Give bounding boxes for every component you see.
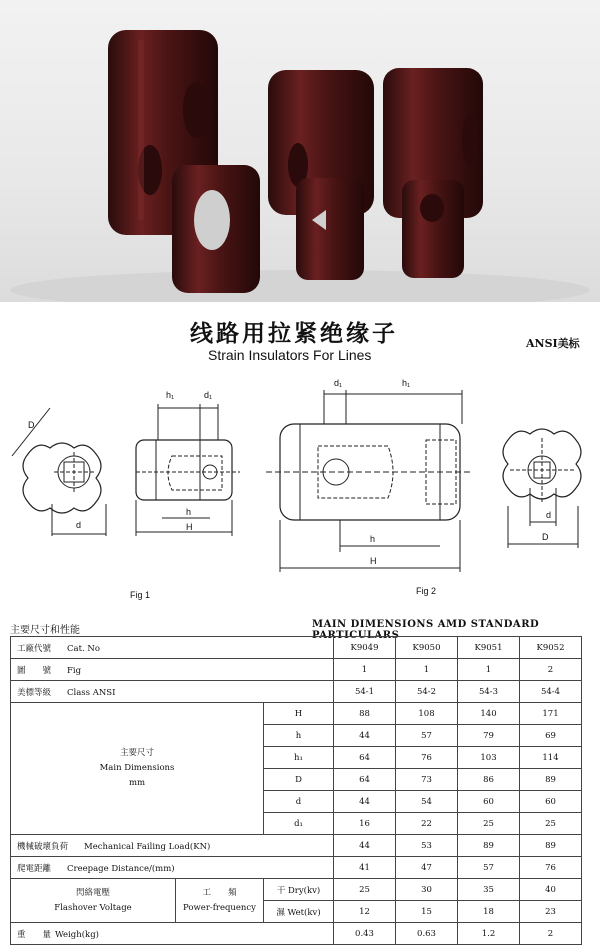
dry-cell: 40: [520, 879, 582, 901]
dim-cell: 79: [458, 725, 520, 747]
fig-cell: 2: [520, 659, 582, 681]
specifications-table: [10, 636, 582, 945]
insulator-small-center: [296, 178, 364, 280]
dry-label: 干 Dry(kv): [264, 879, 334, 901]
table-row-weight: [11, 923, 582, 945]
cat-no-label: 工廠代號 Cat. No: [11, 637, 334, 659]
class-cell: 54-3: [458, 681, 520, 703]
dim-cell: 57: [396, 725, 458, 747]
section-title-english: MAIN DIMENSIONS AMD STANDARD PARTICULARS: [312, 619, 540, 641]
main-dimensions-label: 主要尺寸 Main Dimensions mm: [11, 703, 264, 835]
mechanical-label: 機械破壞負荷 Mechanical Failing Load(KN): [11, 835, 334, 857]
cat-no-cell: K9051: [458, 637, 520, 659]
fig2-end-view: [503, 429, 581, 548]
dim-cell: 22: [396, 813, 458, 835]
fig2-side-view: [266, 390, 470, 572]
weight-cell: 2: [520, 923, 582, 945]
fig2-dim-D: D: [542, 532, 549, 542]
dim-name: H: [264, 703, 334, 725]
fig-cell: 1: [334, 659, 396, 681]
dim-cell: 171: [520, 703, 582, 725]
dim-cell: 89: [520, 769, 582, 791]
dim-cell: 60: [520, 791, 582, 813]
wet-label: 濕 Wet(kv): [264, 901, 334, 923]
creep-cell: 47: [396, 857, 458, 879]
creep-cell: 41: [334, 857, 396, 879]
fig2-dim-d1: d₁: [334, 378, 343, 388]
mech-cell: 53: [396, 835, 458, 857]
fig1-dim-H: H: [186, 522, 193, 532]
fig2-label: Fig 2: [416, 586, 437, 596]
mech-cell: 44: [334, 835, 396, 857]
cat-no-cell: K9049: [334, 637, 396, 659]
class-cell: 54-4: [520, 681, 582, 703]
insulator-small-right: [402, 180, 464, 278]
mech-cell: 89: [520, 835, 582, 857]
fig1-label: Fig 1: [130, 590, 151, 600]
dim-cell: 64: [334, 747, 396, 769]
table-row-class: [11, 681, 582, 703]
table-row-cat-no: [11, 637, 582, 659]
dim-cell: 44: [334, 791, 396, 813]
weight-cell: 0.43: [334, 923, 396, 945]
fig2-dim-h1: h₁: [402, 378, 411, 388]
creepage-label: 爬電距離 Creepage Distance/(mm): [11, 857, 334, 879]
dim-cell: 64: [334, 769, 396, 791]
fig1-dim-d1: d₁: [204, 390, 213, 400]
dim-cell: 76: [396, 747, 458, 769]
wet-cell: 12: [334, 901, 396, 923]
dim-name: d₁: [264, 813, 334, 835]
table-row-dim-H: [11, 703, 582, 725]
title-chinese: 线路用拉紧绝缘子: [190, 320, 398, 347]
fig1-dim-h1: h₁: [166, 390, 175, 400]
class-cell: 54-1: [334, 681, 396, 703]
mech-cell: 89: [458, 835, 520, 857]
insulator-medium-left: [172, 165, 260, 293]
table-row-flashover-dry: [11, 879, 582, 901]
fig1-dim-d: d: [76, 520, 82, 530]
power-frequency-label: 工 頻 Power-frequency: [176, 879, 264, 923]
fig1-dim-D: D: [28, 420, 35, 430]
table-row-fig: [11, 659, 582, 681]
weight-cell: 1.2: [458, 923, 520, 945]
dim-cell: 44: [334, 725, 396, 747]
dim-name: h: [264, 725, 334, 747]
class-label: 美標等級 Class ANSI: [11, 681, 334, 703]
fig-cell: 1: [458, 659, 520, 681]
dim-cell: 25: [458, 813, 520, 835]
dim-cell: 114: [520, 747, 582, 769]
dim-cell: 54: [396, 791, 458, 813]
dim-cell: 88: [334, 703, 396, 725]
title-english: Strain Insulators For Lines: [208, 347, 372, 363]
dim-name: d: [264, 791, 334, 813]
table-row-creepage: [11, 857, 582, 879]
dim-cell: 103: [458, 747, 520, 769]
fig1-end-view: [12, 408, 106, 536]
fig1-dim-h: h: [186, 507, 192, 517]
class-cell: 54-2: [396, 681, 458, 703]
dim-cell: 60: [458, 791, 520, 813]
fig2-dim-H: H: [370, 556, 377, 566]
fig-cell: 1: [396, 659, 458, 681]
wet-cell: 15: [396, 901, 458, 923]
fig-label: 圖 號 Fig: [11, 659, 334, 681]
fig2-dim-h: h: [370, 534, 376, 544]
dim-cell: 69: [520, 725, 582, 747]
dry-cell: 25: [334, 879, 396, 901]
table-row-mechanical: [11, 835, 582, 857]
dim-cell: 73: [396, 769, 458, 791]
dry-cell: 35: [458, 879, 520, 901]
section-title-chinese: 主要尺寸和性能: [10, 625, 80, 636]
wet-cell: 23: [520, 901, 582, 923]
dry-cell: 30: [396, 879, 458, 901]
flashover-label: 閃絡電壓 Flashover Voltage: [11, 879, 176, 923]
dim-cell: 86: [458, 769, 520, 791]
creep-cell: 76: [520, 857, 582, 879]
wet-cell: 18: [458, 901, 520, 923]
weight-cell: 0.63: [396, 923, 458, 945]
standard-label: ANSI美标: [526, 337, 580, 350]
dim-cell: 108: [396, 703, 458, 725]
dim-cell: 16: [334, 813, 396, 835]
fig2-dim-d: d: [546, 510, 552, 520]
technical-drawing: [0, 376, 600, 616]
dim-name: h₁: [264, 747, 334, 769]
dim-name: D: [264, 769, 334, 791]
cat-no-cell: K9052: [520, 637, 582, 659]
creep-cell: 57: [458, 857, 520, 879]
dim-cell: 25: [520, 813, 582, 835]
product-photo: [0, 0, 600, 302]
cat-no-cell: K9050: [396, 637, 458, 659]
dim-cell: 140: [458, 703, 520, 725]
weight-label: 重 量 Weigh(kg): [11, 923, 334, 945]
